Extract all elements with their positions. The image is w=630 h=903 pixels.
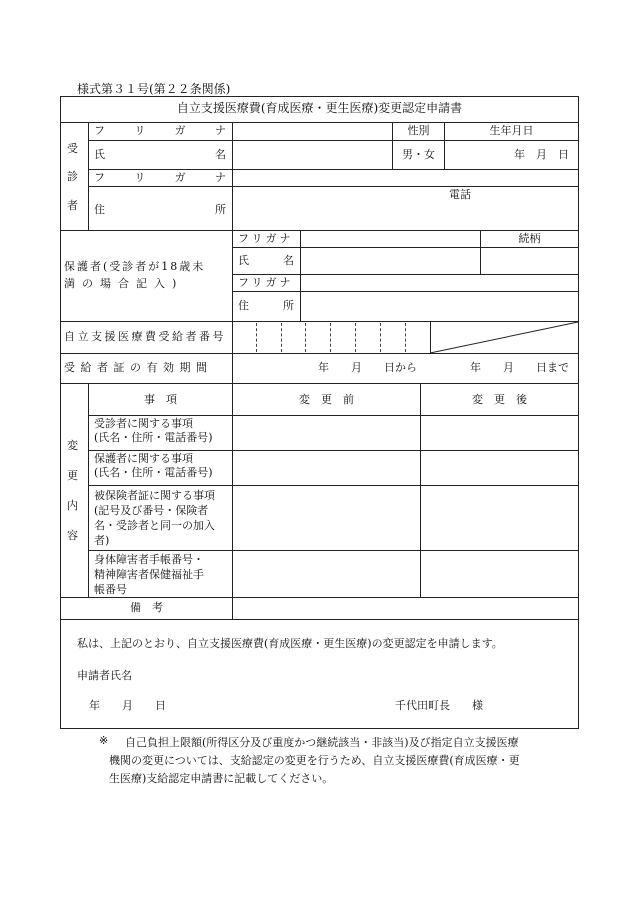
frame-top-border <box>60 96 579 97</box>
sex-label: 性別 <box>407 124 430 137</box>
remarks-divider <box>232 597 233 620</box>
changes-section-bottom <box>60 597 579 598</box>
change-row-patient: 受診者に関する事項 (氏名・住所・電話番号) <box>94 417 213 444</box>
guardian-label-divider <box>300 230 301 322</box>
digit-divider <box>305 323 306 352</box>
changes-row3-bottom <box>88 550 578 551</box>
note-mark: ※ <box>99 734 109 747</box>
change-row-insurance: 被保険者証に関する事項 (記号及び番号・保険者 名・受診者と同一の加入 者) <box>94 489 215 547</box>
patient-address-label: 住 所 <box>94 203 226 216</box>
title-row-bottom <box>60 122 579 123</box>
changes-section-char: 変 <box>67 439 78 452</box>
validity-row-bottom <box>60 383 579 384</box>
guardian-relation-label: 続柄 <box>518 232 541 245</box>
digit-divider <box>405 323 406 352</box>
changes-before-after-divider <box>420 383 421 598</box>
sex-options[interactable]: 男・女 <box>402 148 435 161</box>
patient-furigana-label: フ リ ガ ナ <box>94 124 226 137</box>
patient-section-char: 診 <box>67 170 78 183</box>
digit-divider <box>281 323 282 352</box>
patient-label-divider <box>88 122 89 231</box>
changes-header-bottom <box>88 415 578 416</box>
digit-divider <box>330 323 331 352</box>
guardian-name-bottom <box>232 274 578 275</box>
frame-left-border <box>60 96 61 729</box>
addressee: 千代田町長 様 <box>395 699 483 712</box>
frame-right-border <box>578 96 579 729</box>
form-number: 様式第３１号(第２２条関係) <box>77 82 231 96</box>
guardian-furigana-bottom <box>232 247 578 248</box>
patient-section-char: 者 <box>67 199 78 212</box>
guardian-label-line2: 満の場合記入) <box>64 277 184 290</box>
change-row-guardian: 保護者に関する事項 (氏名・住所・電話番号) <box>94 452 213 479</box>
recipient-number-label: 自立支援医療費受給者番号 <box>64 330 226 343</box>
digit-divider <box>256 323 257 352</box>
birthdate-format: 年 月 日 <box>514 148 569 161</box>
guardian-address-label: 住 所 <box>238 299 294 312</box>
changes-label-divider <box>88 383 89 598</box>
change-row-disability-cert: 身体障害者手帳番号・ 精神障害者保健福祉手 帳番号 <box>94 553 204 596</box>
guardian-furigana2-label: フリガナ <box>238 276 294 289</box>
validity-label: 受給者証の有効期間 <box>64 361 213 374</box>
guardian-furigana2-bottom <box>232 291 578 292</box>
patient-section-char: 受 <box>67 142 78 155</box>
changes-section-char: 更 <box>67 469 78 482</box>
changes-row2-bottom <box>88 485 578 486</box>
application-date: 年 月 日 <box>89 699 166 712</box>
remarks-row-bottom <box>60 619 579 620</box>
phone-label: 電話 <box>449 188 471 201</box>
digit-divider <box>355 323 356 352</box>
patient-section-bottom <box>60 230 579 231</box>
crossed-out-cell <box>430 321 579 354</box>
validity-from: 年 月 日から <box>318 361 417 374</box>
patient-name-bottom <box>88 169 578 170</box>
col-after-header: 変 更 後 <box>472 393 527 406</box>
remarks-label: 備 考 <box>130 601 163 614</box>
birthdate-label: 生年月日 <box>489 124 534 137</box>
guardian-name-label: 氏 名 <box>238 254 294 267</box>
form-title: 自立支援医療費(育成医療・更生医療)変更認定申請書 <box>176 101 463 115</box>
col-before-header: 変 更 前 <box>299 393 354 406</box>
changes-section-char: 内 <box>67 499 78 512</box>
note-text: 自己負担上限額(所得区分及び重度かつ継続該当・非該当)及び指定自立支援医療 機関の変更については、支給認定の変更を行うため、自立支援医療費(育成医療・更 生医療)支給認定申請書に記載してください。 <box>109 736 520 785</box>
col-item-header: 事 項 <box>144 393 177 406</box>
main-label-divider <box>232 122 233 598</box>
patient-furigana2-bottom <box>88 186 578 187</box>
patient-furigana2-label: フ リ ガ ナ <box>94 171 226 184</box>
declaration-text: 私は、上記のとおり、自立支援医療費(育成医療・更生医療)の変更認定を申請します。 <box>77 637 503 650</box>
changes-section-char: 容 <box>67 529 78 542</box>
changes-row1-bottom <box>88 450 578 451</box>
frame-bottom-border <box>60 728 579 729</box>
patient-name-label: 氏 名 <box>94 148 226 161</box>
validity-until: 年 月 日まで <box>470 361 569 374</box>
guardian-furigana-label: フリガナ <box>238 232 294 245</box>
patient-furigana-bottom <box>88 140 578 141</box>
applicant-name-label: 申請者氏名 <box>77 669 132 682</box>
digit-divider <box>380 323 381 352</box>
guardian-label-line1: 保護者(受診者が18歳未 <box>64 260 206 273</box>
